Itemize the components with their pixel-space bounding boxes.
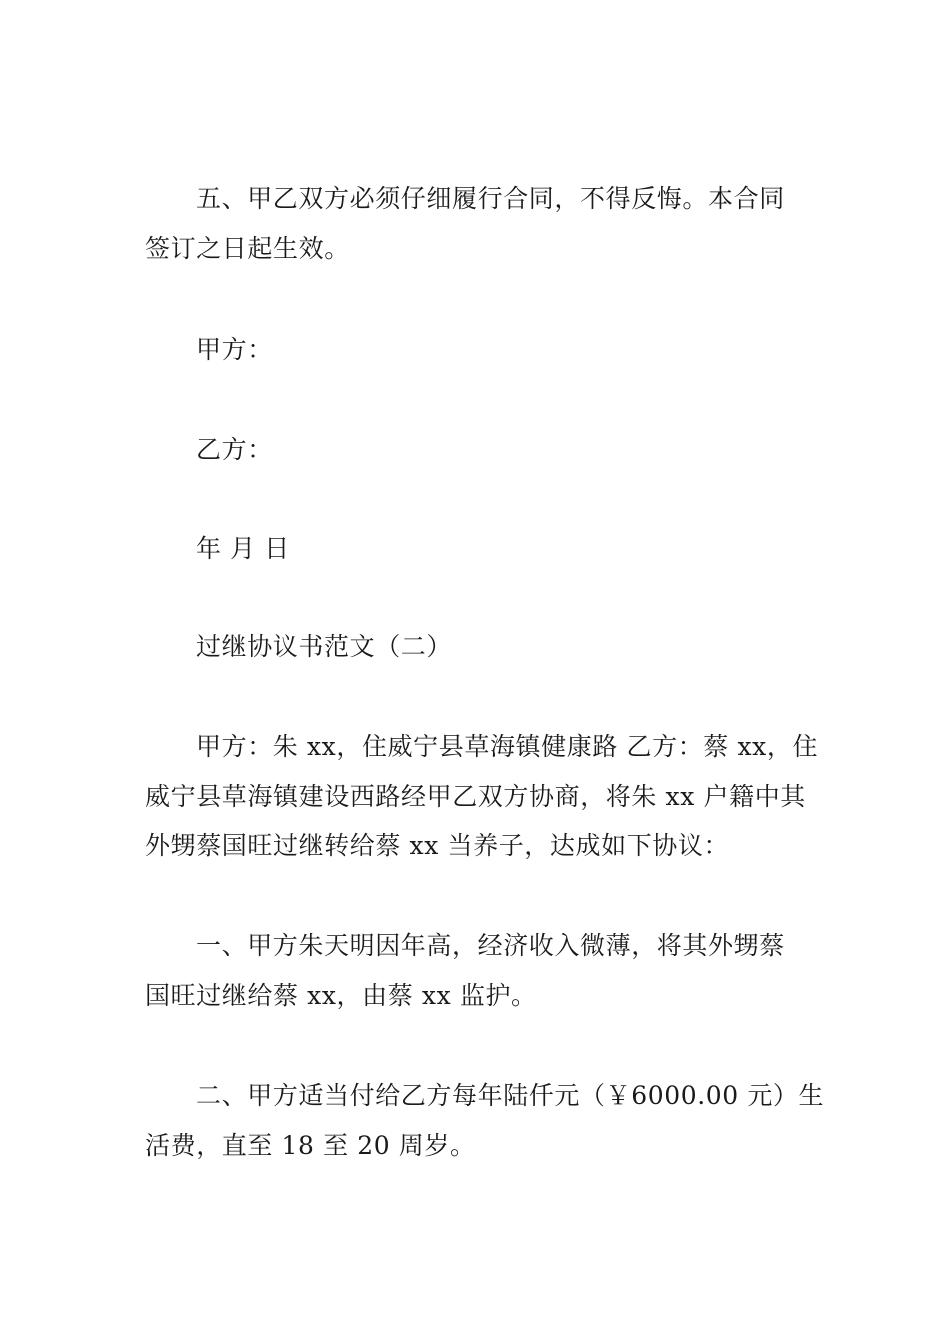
parties-intro-line-2: 威宁县草海镇建设西路经甲乙双方协商，将朱 xx 户籍中其 — [145, 782, 806, 811]
clause-five-line-1: 五、甲乙双方必须仔细履行合同，不得反悔。本合同 — [196, 184, 785, 213]
party-b-signature-label: 乙方： — [196, 435, 273, 464]
clause-one-line-2: 国旺过继给蔡 xx，由蔡 xx 监护。 — [145, 981, 537, 1010]
date-placeholder: 年 月 日 — [196, 534, 290, 563]
clause-two-line-1: 二、甲方适当付给乙方每年陆仟元（￥6000.00 元）生 — [196, 1081, 825, 1110]
parties-intro-line-3: 外甥蔡国旺过继转给蔡 xx 当养子，达成如下协议： — [145, 831, 730, 860]
section-title: 过继协议书范文（二） — [196, 632, 453, 661]
parties-intro-line-1: 甲方：朱 xx，住威宁县草海镇健康路 乙方：蔡 xx，住 — [196, 732, 819, 761]
clause-five-line-2: 签订之日起生效。 — [145, 234, 350, 263]
clause-one-line-1: 一、甲方朱天明因年高，经济收入微薄，将其外甥蔡 — [196, 931, 785, 960]
clause-two-line-2: 活费，直至 18 至 20 周岁。 — [145, 1131, 476, 1160]
party-a-signature-label: 甲方： — [196, 335, 273, 364]
